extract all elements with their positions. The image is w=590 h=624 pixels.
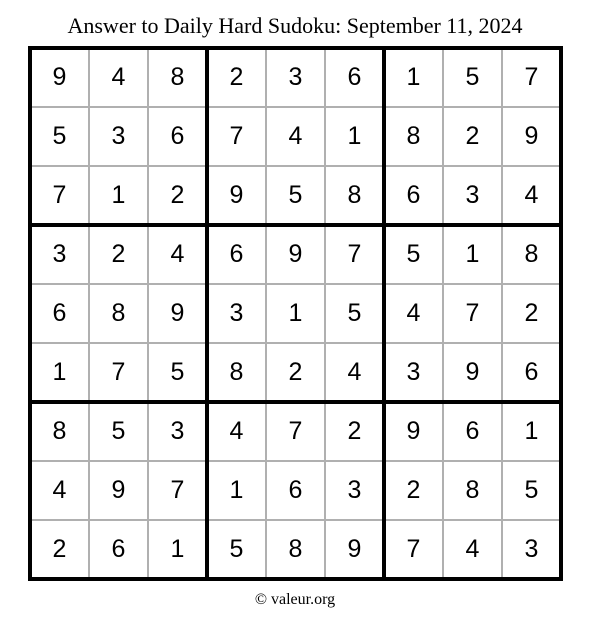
sudoku-cell: 8 <box>288 535 303 563</box>
sudoku-cell: 1 <box>406 63 421 91</box>
sudoku-cell: 4 <box>406 299 421 327</box>
sudoku-cell: 4 <box>524 181 539 209</box>
sudoku-cell: 3 <box>347 476 362 504</box>
sudoku-cell: 3 <box>406 358 421 386</box>
sudoku-cell: 3 <box>170 417 185 445</box>
sudoku-grid <box>30 48 561 579</box>
sudoku-cell: 1 <box>524 417 539 445</box>
sudoku-cell: 4 <box>170 240 185 268</box>
sudoku-cell: 1 <box>52 358 67 386</box>
sudoku-cell: 5 <box>406 240 421 268</box>
sudoku-cell: 7 <box>111 358 126 386</box>
sudoku-cell: 7 <box>288 417 303 445</box>
sudoku-cell: 3 <box>524 535 539 563</box>
sudoku-cell: 3 <box>465 181 480 209</box>
sudoku-cell: 9 <box>524 122 539 150</box>
sudoku-cell: 4 <box>347 358 362 386</box>
sudoku-cell: 6 <box>52 299 67 327</box>
sudoku-cell: 7 <box>406 535 421 563</box>
sudoku-cell: 8 <box>229 358 244 386</box>
sudoku-cell: 6 <box>347 63 362 91</box>
sudoku-cell: 4 <box>111 63 126 91</box>
sudoku-cell: 3 <box>288 63 303 91</box>
sudoku-cell: 5 <box>347 299 362 327</box>
sudoku-cell: 9 <box>465 358 480 386</box>
sudoku-cell: 1 <box>111 181 126 209</box>
sudoku-cell: 3 <box>111 122 126 150</box>
sudoku-cell: 8 <box>347 181 362 209</box>
sudoku-cell: 2 <box>52 535 67 563</box>
sudoku-cell: 5 <box>524 476 539 504</box>
sudoku-cell: 6 <box>111 535 126 563</box>
sudoku-cell: 7 <box>229 122 244 150</box>
sudoku-cell: 9 <box>406 417 421 445</box>
sudoku-cell: 8 <box>524 240 539 268</box>
sudoku-cell: 1 <box>465 240 480 268</box>
sudoku-cell: 2 <box>111 240 126 268</box>
sudoku-cell: 5 <box>229 535 244 563</box>
sudoku-cell: 1 <box>229 476 244 504</box>
sudoku-cell: 1 <box>347 122 362 150</box>
page-title: Answer to Daily Hard Sudoku: September 11, 2024 <box>67 13 523 38</box>
sudoku-cell: 6 <box>170 122 185 150</box>
sudoku-cell: 9 <box>111 476 126 504</box>
sudoku-cell: 1 <box>288 299 303 327</box>
sudoku-cell: 8 <box>406 122 421 150</box>
sudoku-cell: 2 <box>524 299 539 327</box>
sudoku-cell: 8 <box>170 63 185 91</box>
sudoku-cell: 4 <box>229 417 244 445</box>
sudoku-cell: 2 <box>465 122 480 150</box>
sudoku-cell: 9 <box>347 535 362 563</box>
sudoku-cell: 8 <box>111 299 126 327</box>
copyright-footer: © valeur.org <box>254 591 336 608</box>
sudoku-cell: 5 <box>111 417 126 445</box>
sudoku-cell: 2 <box>288 358 303 386</box>
sudoku-cell: 5 <box>465 63 480 91</box>
sudoku-cell: 3 <box>52 240 67 268</box>
sudoku-cell: 7 <box>52 181 67 209</box>
sudoku-cell: 7 <box>465 299 480 327</box>
sudoku-cell: 5 <box>52 122 67 150</box>
sudoku-cell: 6 <box>406 181 421 209</box>
sudoku-cell: 9 <box>52 63 67 91</box>
sudoku-cell: 5 <box>288 181 303 209</box>
sudoku-cell: 6 <box>465 417 480 445</box>
sudoku-cell: 4 <box>52 476 67 504</box>
sudoku-cell: 4 <box>465 535 480 563</box>
sudoku-cell: 9 <box>170 299 185 327</box>
sudoku-cell: 8 <box>52 417 67 445</box>
sudoku-cell: 9 <box>288 240 303 268</box>
sudoku-cell: 9 <box>229 181 244 209</box>
sudoku-cell: 8 <box>465 476 480 504</box>
sudoku-cell: 7 <box>347 240 362 268</box>
sudoku-cell: 2 <box>406 476 421 504</box>
sudoku-cell: 5 <box>170 358 185 386</box>
sudoku-cell: 7 <box>524 63 539 91</box>
sudoku-cell: 7 <box>170 476 185 504</box>
sudoku-cell: 6 <box>288 476 303 504</box>
sudoku-cell: 6 <box>524 358 539 386</box>
sudoku-cell: 2 <box>347 417 362 445</box>
sudoku-cell: 4 <box>288 122 303 150</box>
sudoku-cell: 1 <box>170 535 185 563</box>
sudoku-cell: 2 <box>170 181 185 209</box>
sudoku-cell: 6 <box>229 240 244 268</box>
sudoku-cell: 3 <box>229 299 244 327</box>
sudoku-cell: 2 <box>229 63 244 91</box>
